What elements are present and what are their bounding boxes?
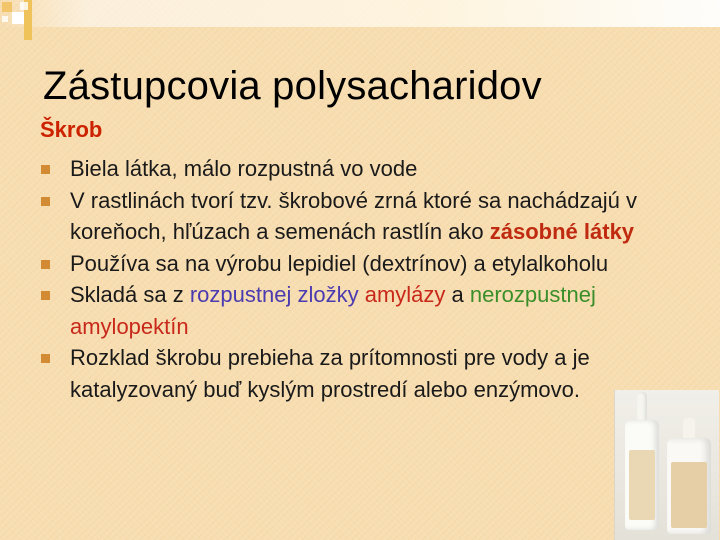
corner-square-decoration — [12, 12, 24, 24]
highlighted-term: zásobné látky — [489, 219, 635, 244]
slide-title: Zástupcovia polysacharidov — [43, 64, 542, 108]
bottle-tip — [683, 418, 695, 440]
bottle-label — [671, 462, 707, 528]
bullet-text: Biela látka, málo rozpustná vo vode — [70, 156, 418, 181]
corner-square-decoration — [2, 2, 12, 12]
bottle-tip — [637, 392, 647, 422]
glue-bottles-photo — [614, 390, 719, 540]
bullet-square-icon — [41, 197, 50, 206]
highlighted-term: nerozpustnej — [469, 282, 596, 307]
header-gradient-strip — [0, 0, 720, 27]
bullet-text: Používa sa na výrobu lepidiel (dextrínov) a etylalkoholu — [70, 250, 609, 276]
bullet-item — [40, 185, 640, 248]
highlighted-term: rozpustnej zložky — [189, 282, 359, 307]
corner-square-decoration — [20, 2, 28, 10]
slide-subheading: Škrob — [40, 117, 103, 142]
bullet-square-icon — [41, 291, 50, 300]
corner-square-decoration — [2, 16, 8, 22]
bottle-label — [629, 450, 655, 520]
bullet-square-icon — [41, 260, 50, 269]
bullet-text: Skladá sa z — [70, 282, 190, 307]
highlighted-term: amylázy — [364, 282, 446, 307]
bullet-item — [40, 153, 640, 185]
bullet-list — [40, 153, 640, 405]
bullet-item — [40, 279, 640, 342]
bullet-text: Rozklad škrobu prebieha za prítomnosti pre vody a je katalyzovaný buď kyslým prostredí alebo enzýmovo. — [70, 345, 590, 402]
bullet-square-icon — [41, 354, 50, 363]
bullet-square-icon — [41, 165, 50, 174]
bullet-text: a — [445, 282, 470, 307]
bullet-item — [40, 342, 640, 405]
bullet-item — [40, 248, 640, 280]
highlighted-term: amylopektín — [70, 313, 189, 339]
bullet-text: V rastlinách tvorí tzv. škrobové zrná ktoré sa nachádzajú v koreňoch, hľúzach a semenách rastlín ako — [70, 187, 637, 244]
